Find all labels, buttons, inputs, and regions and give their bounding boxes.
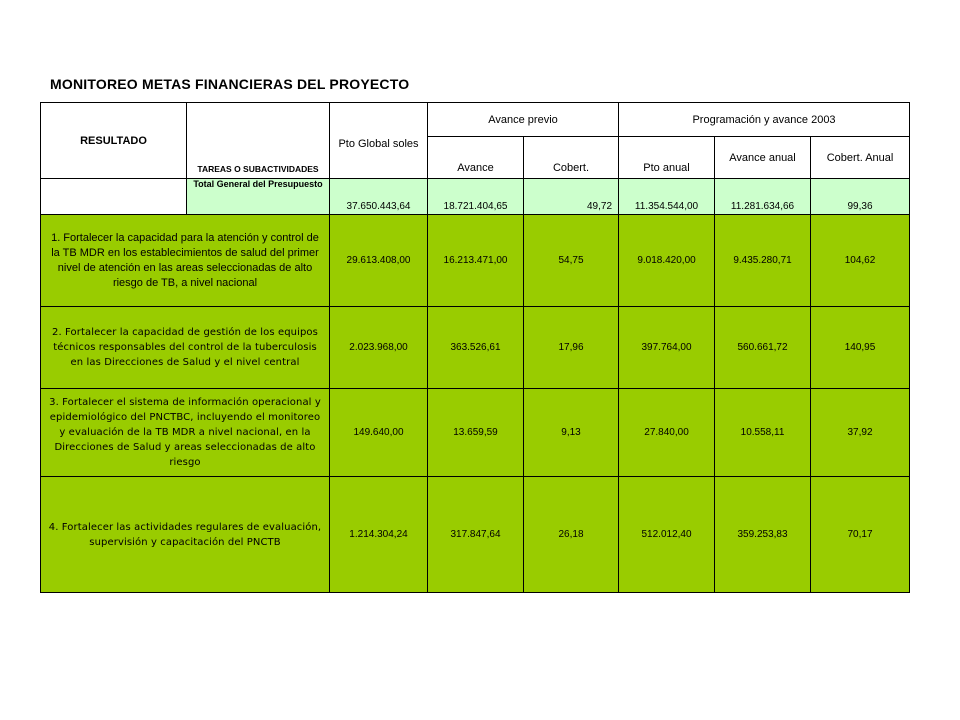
row-resultado: 1. Fortalecer la capacidad para la atención y control de la TB MDR en los establecimientos de salud del primer nivel de atención en las areas seleccionadas de alto riesgo de TB, a nivel nacional xyxy=(41,215,330,307)
row-avance: 317.847,64 xyxy=(428,477,524,593)
row-resultado: 3. Fortalecer el sistema de información operacional y epidemiológico del PNCTBC, incluyendo el monitoreo y evaluación de la TB MDR a nivel nacional, en la Direcciones de Salud y areas seleccionadas de alto riesgo xyxy=(41,389,330,477)
header-resultado: RESULTADO xyxy=(41,103,187,179)
table-row xyxy=(41,215,910,307)
row-cobert: 54,75 xyxy=(524,215,619,307)
row-avance: 363.526,61 xyxy=(428,307,524,389)
header-avance: Avance xyxy=(428,137,524,179)
table-row xyxy=(41,389,910,477)
row-cobert-anual: 37,92 xyxy=(811,389,910,477)
total-cobert: 49,72 xyxy=(524,179,619,215)
row-avance-anual: 10.558,11 xyxy=(715,389,811,477)
header-tareas: TAREAS O SUBACTIVIDADES xyxy=(187,103,330,179)
row-avance: 13.659,59 xyxy=(428,389,524,477)
row-cobert-anual: 70,17 xyxy=(811,477,910,593)
row-cobert: 26,18 xyxy=(524,477,619,593)
header-programacion: Programación y avance 2003 xyxy=(619,103,910,137)
row-pto-global: 29.613.408,00 xyxy=(330,215,428,307)
total-pto-anual: 11.354.544,00 xyxy=(619,179,715,215)
total-blank-cell xyxy=(41,179,187,215)
total-row xyxy=(41,179,910,215)
row-pto-global: 1.214.304,24 xyxy=(330,477,428,593)
page-title: MONITOREO METAS FINANCIERAS DEL PROYECTO xyxy=(50,76,410,92)
row-pto-anual: 397.764,00 xyxy=(619,307,715,389)
row-avance-anual: 560.661,72 xyxy=(715,307,811,389)
row-avance: 16.213.471,00 xyxy=(428,215,524,307)
table-row xyxy=(41,477,910,593)
header-pto-anual: Pto anual xyxy=(619,137,715,179)
row-pto-global: 2.023.968,00 xyxy=(330,307,428,389)
header-cobert-anual: Cobert. Anual xyxy=(811,137,910,179)
row-avance-anual: 9.435.280,71 xyxy=(715,215,811,307)
row-resultado: 4. Fortalecer las actividades regulares de evaluación, supervisión y capacitación del PNCTB xyxy=(41,477,330,593)
row-pto-anual: 512.012,40 xyxy=(619,477,715,593)
row-cobert: 9,13 xyxy=(524,389,619,477)
total-pto-global: 37.650.443,64 xyxy=(330,179,428,215)
total-avance: 18.721.404,65 xyxy=(428,179,524,215)
header-avance-anual: Avance anual xyxy=(715,137,811,179)
header-cobert: Cobert. xyxy=(524,137,619,179)
row-cobert-anual: 104,62 xyxy=(811,215,910,307)
row-avance-anual: 359.253,83 xyxy=(715,477,811,593)
row-pto-anual: 9.018.420,00 xyxy=(619,215,715,307)
row-resultado: 2. Fortalecer la capacidad de gestión de los equipos técnicos responsables del control de la tuberculosis en las Direcciones de Salud y el nivel central xyxy=(41,307,330,389)
row-pto-anual: 27.840,00 xyxy=(619,389,715,477)
total-label: Total General del Presupuesto xyxy=(187,179,330,215)
total-cobert-anual: 99,36 xyxy=(811,179,910,215)
financial-table xyxy=(40,102,910,593)
header-row-1 xyxy=(41,103,910,137)
table-row xyxy=(41,307,910,389)
header-avance-previo: Avance previo xyxy=(428,103,619,137)
total-avance-anual: 11.281.634,66 xyxy=(715,179,811,215)
row-cobert: 17,96 xyxy=(524,307,619,389)
row-pto-global: 149.640,00 xyxy=(330,389,428,477)
row-cobert-anual: 140,95 xyxy=(811,307,910,389)
header-pto-global: Pto Global soles xyxy=(330,103,428,179)
